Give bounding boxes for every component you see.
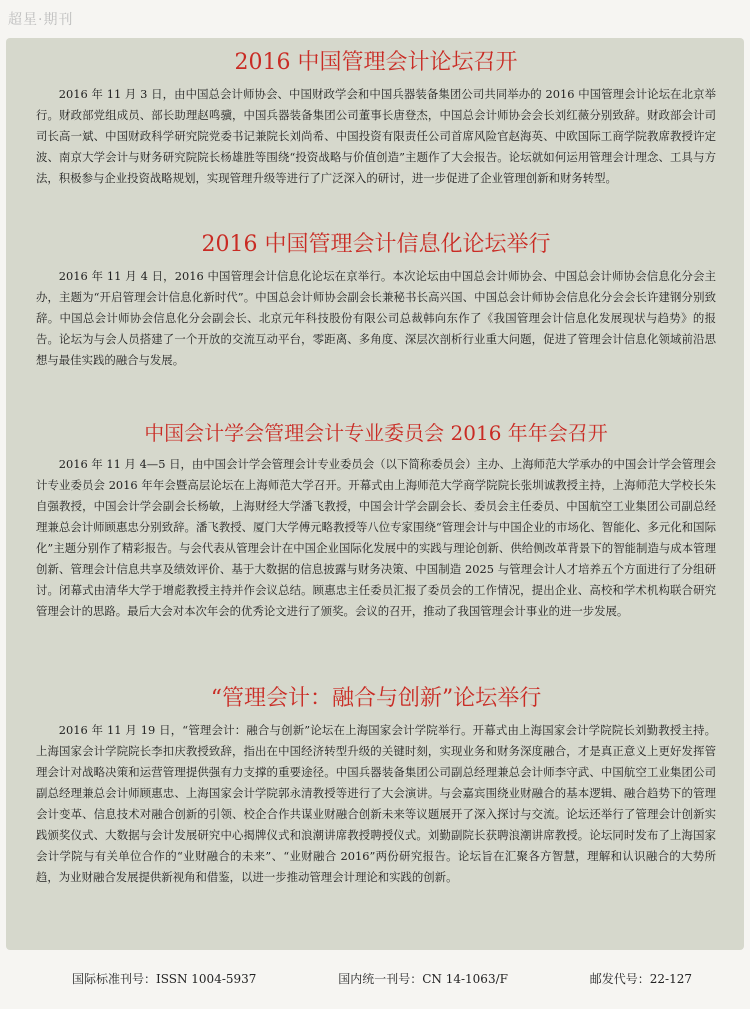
article-body: 2016 年 11 月 4—5 日，由中国会计学会管理会计专业委员会（以下简称委员会）主办、上海师范大学承办的中国会计学会管理会计专业委员会 2016 年年会暨高层论坛在上海师范大学召开。开幕式由上海师范大学商学院院长张圳诚教授主持，上海师范大学校长朱自强教授，中国会计学会副会长杨敏，上海财经大学潘飞教授，中国会计学会副会长、委员会主任委员、中国航空工业集团公司副总经理兼总会计师顾惠忠分别致辞。潘飞教授、厦门大学傅元略教授等八位专家围绕“管理会计与中国企业的市场化、智能化、多元化和国际化”主题分别作了精彩报告。与会代表从管理会计在中国企业国际化发展中的实践与理论创新、供给侧改革背景下的智能制造与成本管理创新、管理会计信息共享及绩效评价、基于大数据的信息披露与财务决策、中国制造 2025 与管理会计人才培养五个方面进行了分组研讨。闭幕式由清华大学于增彪教授主持并作会议总结。顾惠忠主任委员汇报了委员会的工作情况，提出企业、高校和学术机构联合研究管理会计的思路。最后大会对本次年会的优秀论文进行了颁奖。会议的召开，推动了我国管理会计事业的进一步发展。 [36, 457, 716, 618]
article-3 [36, 418, 716, 622]
article-2 [36, 230, 716, 371]
article-1 [36, 48, 716, 189]
article-body: 2016 年 11 月 19 日，“管理会计：融合与创新”论坛在上海国家会计学院举行。开幕式由上海国家会计学院院长刘勤教授主持。上海国家会计学院院长李扣庆教授致辞，指出在中国经济转型升级的关键时刻，实现业务和财务深度融合，才是真正意义上更好发挥管理会计对战略决策和运营管理提供强有力支撑的重要途径。中国兵器装备集团公司副总经理兼总会计师李守武、中国航空工业集团公司副总经理兼总会计师顾惠忠、上海国家会计学院郭永清教授等进行了大会演讲。与会嘉宾围绕业财融合的基本逻辑、融合趋势下的管理会计变革、信息技术对融合创新的引领、校企合作共谋业财融合创新未来等议题展开了深入探讨与交流。论坛还举行了管理会计创新实践颁奖仪式、大数据与会计发展研究中心揭牌仪式和浪潮讲席教授聘授仪式。刘勤副院长获聘浪潮讲席教授。论坛同时发布了上海国家会计学院与有关单位合作的“业财融合的未来”、“业财融合 2016”两份研究报告。论坛旨在汇聚各方智慧，理解和认识融合的大势所趋，为业财融合发展提供新视角和借鉴，以进一步推动管理会计理论和实践的创新。 [36, 723, 716, 884]
postal-code: 邮发代号：22-127 [589, 972, 692, 986]
article-body: 2016 年 11 月 4 日，2016 中国管理会计信息化论坛在京举行。本次论坛由中国总会计师协会、中国总会计师协会信息化分会主办，主题为“开启管理会计信息化新时代”。中国总会计师协会副会长兼秘书长高兴国、中国总会计师协会信息化分会会长许建钢分别致辞。中国总会计师协会信息化分会副会长、北京元年科技股份有限公司总裁韩向东作了《我国管理会计信息化发展现状与趋势》的报告。论坛为与会人员搭建了一个开放的交流互动平台，零距离、多角度、深层次剖析行业重大问题，促进了管理会计信息化领域前沿思想与最佳实践的融合与发展。 [36, 269, 716, 367]
cn-number: 国内统一刊号：CN 14-1063/F [338, 972, 508, 986]
issn-number: 国际标准刊号：ISSN 1004-5937 [72, 972, 257, 986]
article-title: 2016 中国管理会计论坛召开 [234, 50, 518, 75]
article-title: 2016 中国管理会计信息化论坛举行 [201, 232, 551, 257]
article-title: 中国会计学会管理会计专业委员会 2016 年年会召开 [144, 421, 608, 445]
article-title: “管理会计：融合与创新”论坛举行 [210, 686, 542, 711]
watermark-logo: 超星·期刊 [8, 12, 74, 28]
footer-bar [72, 970, 692, 987]
article-body: 2016 年 11 月 3 日，由中国总会计师协会、中国财政学会和中国兵器装备集团公司共同举办的 2016 中国管理会计论坛在北京举行。财政部党组成员、部长助理赵鸣骥，中国兵器装备集团公司董事长唐登杰，中国总会计师协会会长刘红薇分别致辞。财政部会计司司长高一斌、中国财政科学研究院党委书记兼院长刘尚希、中国投资有限责任公司首席风险官赵海英、中欧国际工商学院教席教授许定波、南京大学会计与财务研究院院长杨雄胜等围绕“投资战略与价值创造”主题作了大会报告。论坛就如何运用管理会计理念、工具与方法，积极参与企业投资战略规划，实现管理升级等进行了广泛深入的研讨，进一步促进了企业管理创新和财务转型。 [36, 87, 716, 185]
article-4 [36, 684, 716, 888]
